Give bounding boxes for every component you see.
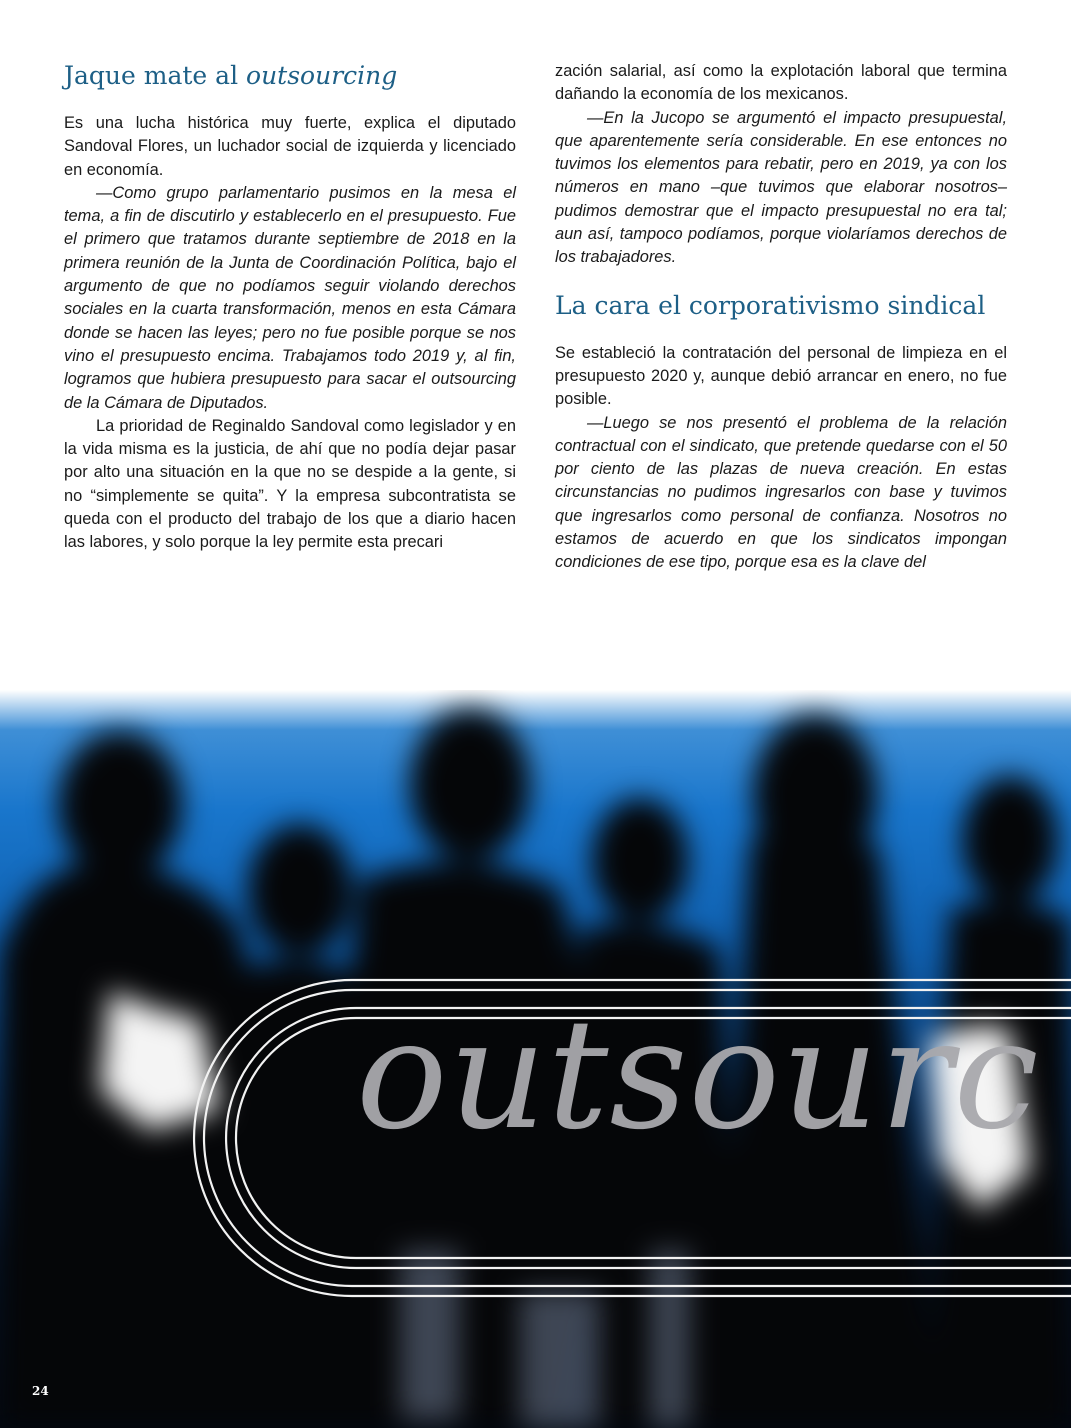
paragraph: Se estableció la contratación del personal de limpieza en el presupuesto 2020 y, aunque debió arrancar en enero, no fue posible. bbox=[555, 343, 1007, 409]
paragraph: Es una lucha histórica muy fuerte, explica el diputado Sandoval Flores, un luchador social de izquierda y licenciado en economía. bbox=[64, 114, 516, 179]
quote-paragraph: —Luego se nos presentó el problema de la relación contractual con el sindicato, que pretende quedarse con el 50 por ciento de las plazas de nueva creación. En estas circunstancias no pudimos ingresarlos con base y tuvimos que ingresarlos como personal de confianza. Nosotros no estamos de acuerdo en que los sindicatos impongan condiciones de ese tipo, porque esa es la clave del bbox=[555, 413, 1007, 572]
page-number: 24 bbox=[32, 1384, 49, 1398]
left-column bbox=[64, 60, 516, 555]
overlay-word-outsourcing: outsourc bbox=[356, 986, 1040, 1163]
paragraph: zación salarial, así como la explotación laboral que termina dañando la economía de los mexicanos. bbox=[555, 62, 1007, 104]
quote-paragraph: —Como grupo parlamentario pusimos en la mesa el tema, a fin de discutirlo y establecerlo en el presupuesto. Fue el primero que tratamos durante septiembre de 2018 en la primera reunión de la Junta de Coordinación Política, bajo el argumento de que no podíamos seguir violando derechos sociales en la cuarta transformación, menos en esta Cámara donde se hacen las leyes; pero no fue posible porque se nos vino el presupuesto encima. Trabajamos todo 2019 y, al fin, logramos que hubiera presupuesto para sacar el outsourcing de la Cámara de Diputados. bbox=[64, 183, 516, 412]
right-column bbox=[555, 60, 1007, 575]
quote-paragraph: —En la Jucopo se argumentó el impacto presupuestal, que aparentemente sería considerable. En ese entonces no tuvimos los elementos para rebatir, pero en 2019, ya con los números en mano –que tuvimos que elaborar nosotros– pudimos demostrar que el impacto presupuestal no era tal; aun así, tampoco podíamos, porque violaríamos derechos de los trabajadores. bbox=[555, 108, 1007, 267]
section-heading-corporativismo: La cara el corporativismo sindical bbox=[555, 290, 986, 320]
blurred-business-silhouettes-photo bbox=[0, 690, 1071, 1428]
section-heading-outsourcing: Jaque mate al outsourcing bbox=[64, 61, 398, 90]
paragraph: La prioridad de Reginaldo Sandoval como legislador y en la vida misma es la justicia, de ahí que no podía dejar pasar por alto una situación en la que no se despide a la gente, si no “simplemente se quita”. Y la empresa subcontratista se queda con el producto del trabajo de los que a diario hacen las labores, y solo porque la ley permite esta precari bbox=[64, 416, 516, 552]
heading-italic-word: outsourcing bbox=[246, 61, 398, 90]
